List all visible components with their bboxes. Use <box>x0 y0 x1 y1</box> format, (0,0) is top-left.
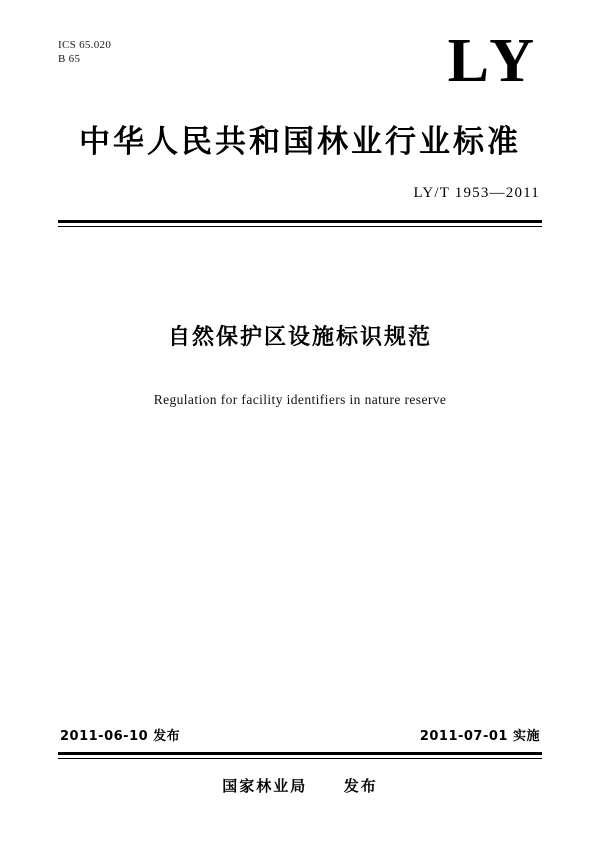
publish-date: 2011-06-10 发布 <box>60 729 181 744</box>
document-title-en: Regulation for facility identifiers in nature reserve <box>153 392 447 407</box>
issuer-action: 发布 <box>343 777 378 795</box>
issuer-line <box>58 775 542 796</box>
header-rule-thick <box>58 220 542 223</box>
ics-block <box>58 38 111 66</box>
footer-rule-thin <box>58 758 542 759</box>
standard-mark-ly: LY <box>447 27 540 95</box>
ics-code: ICS 65.020 <box>58 39 112 51</box>
series-title: 中华人民共和国林业行业标准 <box>79 124 521 160</box>
issuer-name: 国家林业局 <box>222 777 308 795</box>
standard-number: LY/T 1953—2011 <box>413 185 540 201</box>
header-rule-thin <box>58 226 542 227</box>
cover-content <box>58 27 542 820</box>
document-title-cn: 自然保护区设施标识规范 <box>167 325 432 350</box>
implementation-date: 2011-07-01 实施 <box>419 729 540 744</box>
classification-code: B 65 <box>58 53 81 65</box>
footer-rule-thick <box>58 752 542 755</box>
